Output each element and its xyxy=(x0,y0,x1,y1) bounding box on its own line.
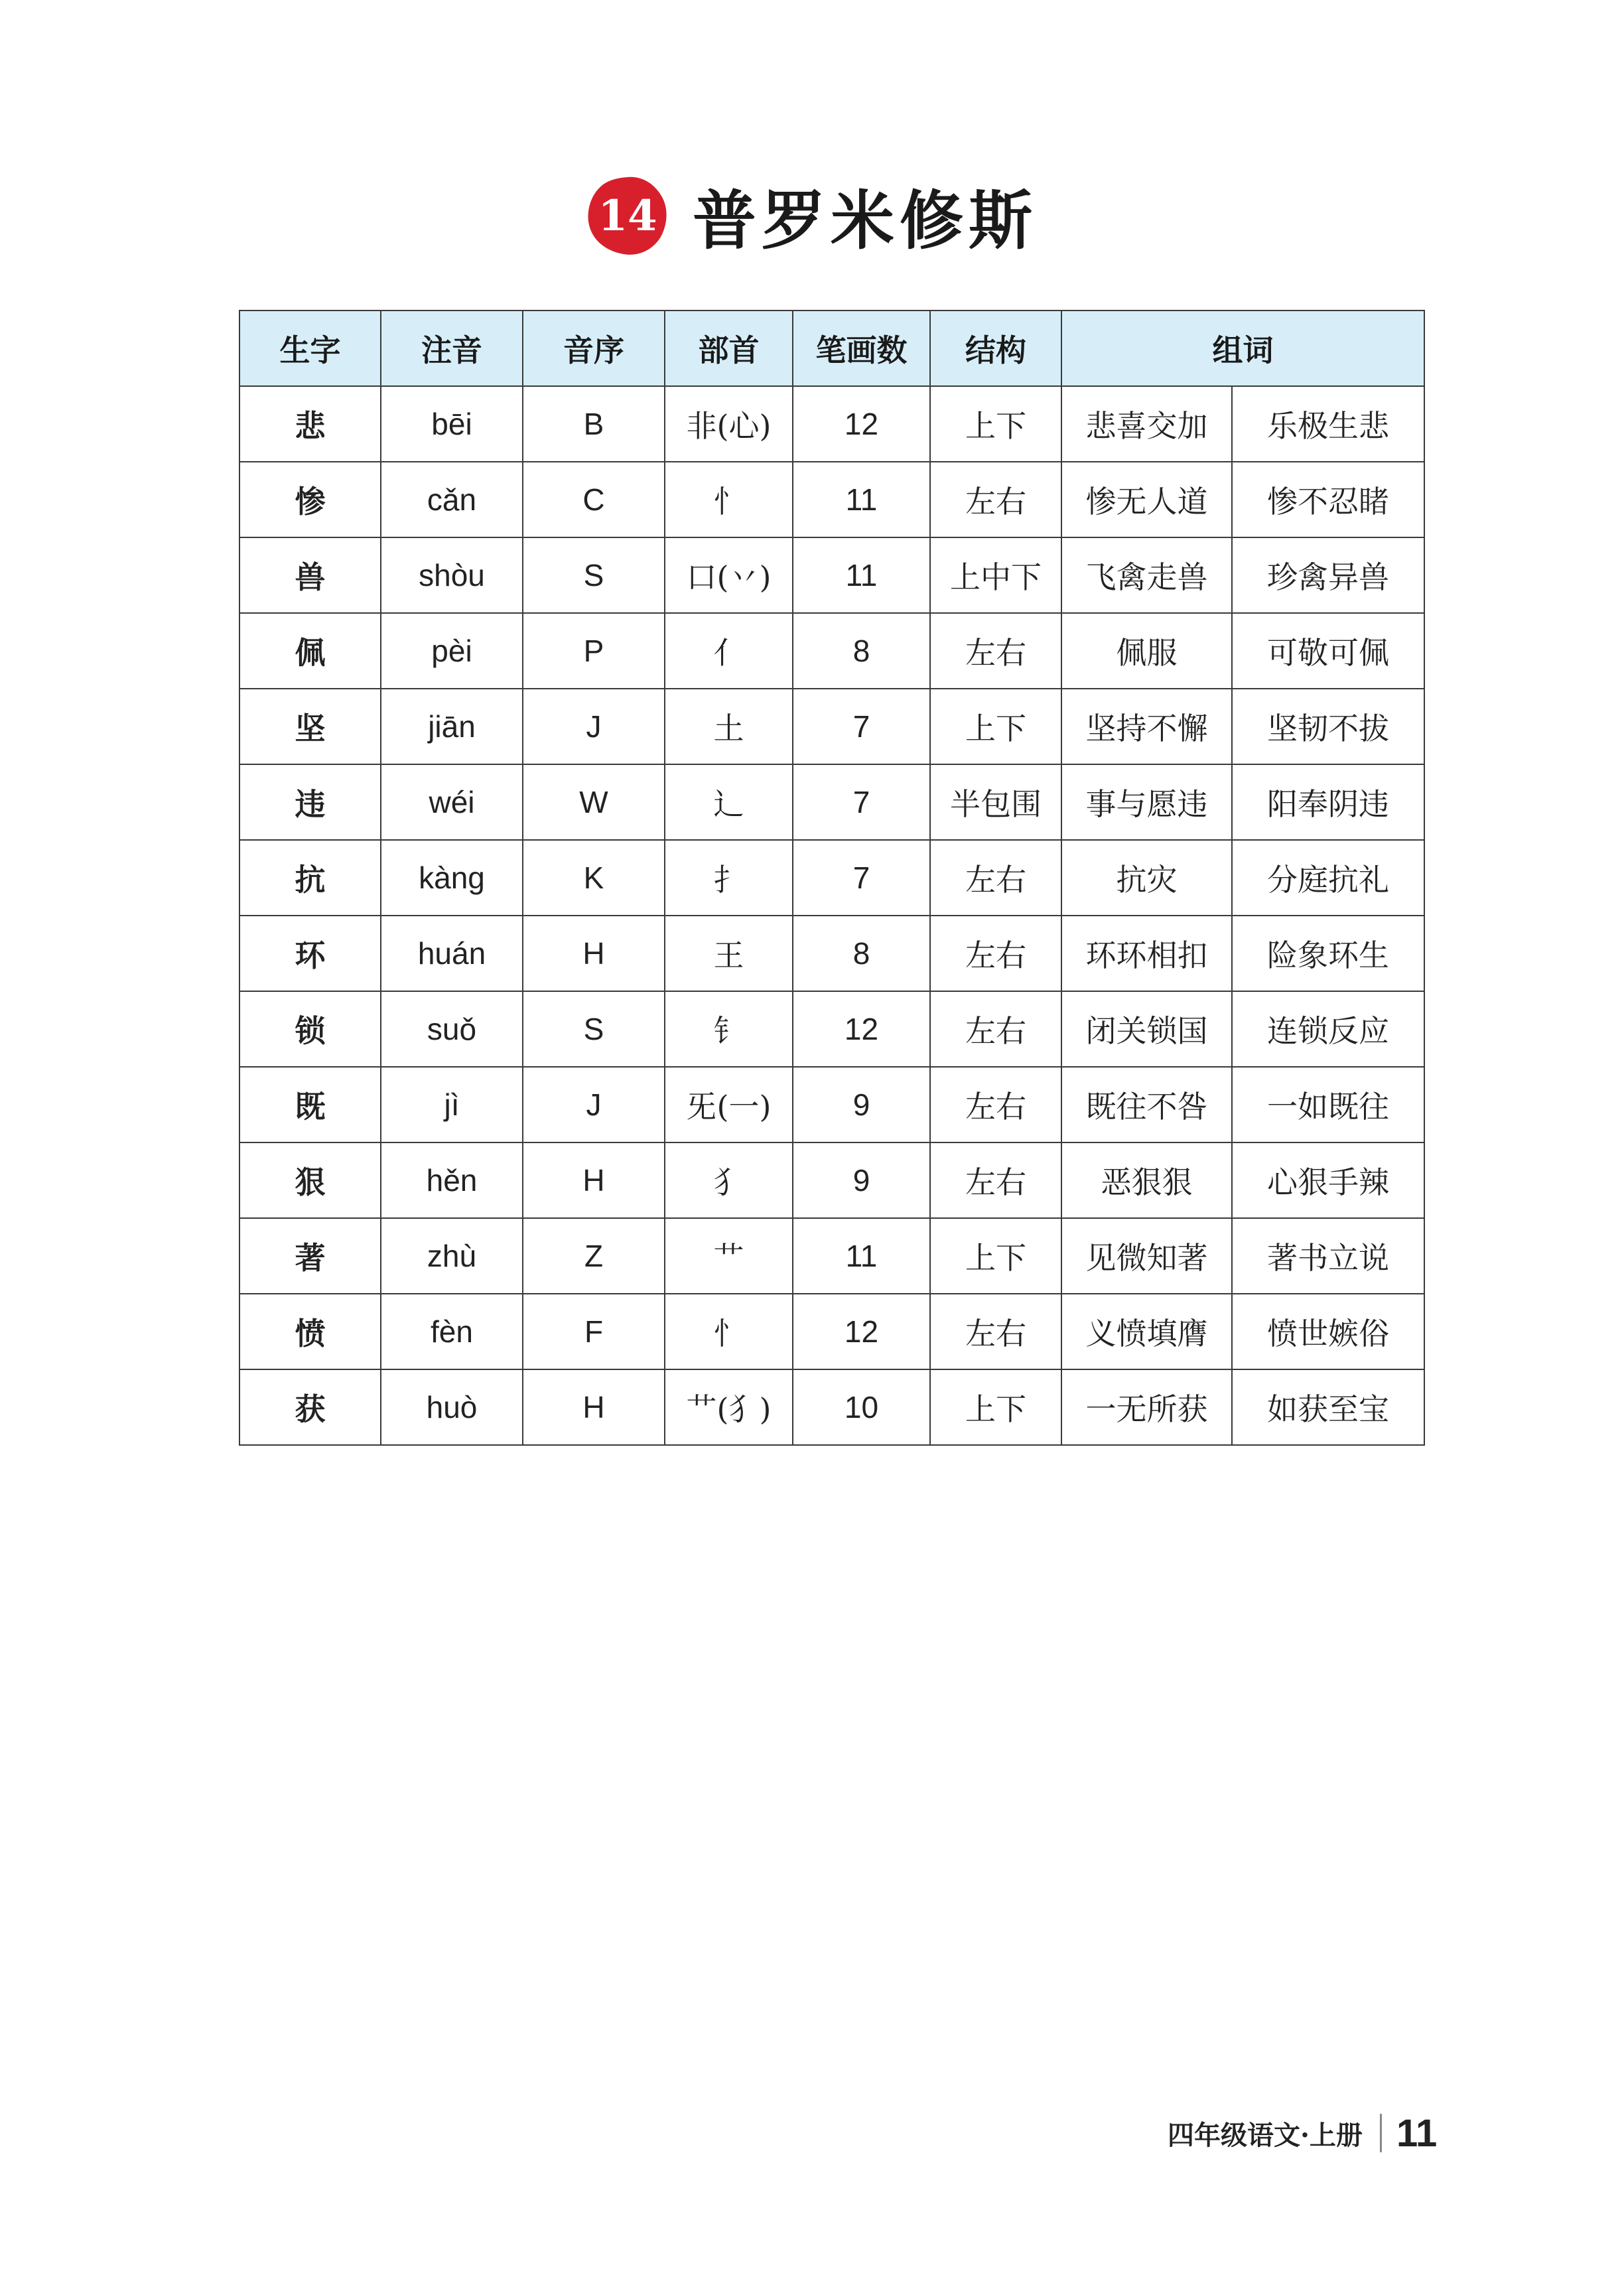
table-row xyxy=(239,1369,1424,1445)
table-body xyxy=(239,386,1424,1445)
cell-pinyin: hěn xyxy=(381,1142,523,1218)
table-row xyxy=(239,1142,1424,1218)
column-header-pinyin: 注音 xyxy=(381,311,523,386)
table-row xyxy=(239,689,1424,764)
character-table xyxy=(239,310,1425,1446)
table-row xyxy=(239,991,1424,1067)
table-header-row xyxy=(239,311,1424,386)
cell-letter: S xyxy=(523,991,665,1067)
cell-pinyin: suǒ xyxy=(381,991,523,1067)
table-row xyxy=(239,613,1424,689)
cell-letter: H xyxy=(523,1142,665,1218)
cell-structure: 左右 xyxy=(930,991,1061,1067)
cell-word1: 惨无人道 xyxy=(1061,462,1232,537)
cell-char: 惨 xyxy=(239,462,381,537)
cell-strokes: 8 xyxy=(793,613,930,689)
cell-pinyin: bēi xyxy=(381,386,523,462)
cell-word2: 珍禽异兽 xyxy=(1232,537,1424,613)
cell-word1: 佩服 xyxy=(1061,613,1232,689)
cell-strokes: 11 xyxy=(793,537,930,613)
table-row xyxy=(239,537,1424,613)
cell-word1: 恶狠狠 xyxy=(1061,1142,1232,1218)
cell-word1: 坚持不懈 xyxy=(1061,689,1232,764)
cell-letter: S xyxy=(523,537,665,613)
lesson-number-badge xyxy=(586,174,669,257)
cell-strokes: 12 xyxy=(793,386,930,462)
cell-structure: 上下 xyxy=(930,1218,1061,1294)
cell-letter: H xyxy=(523,1369,665,1445)
cell-structure: 左右 xyxy=(930,1142,1061,1218)
cell-letter: H xyxy=(523,916,665,991)
cell-strokes: 8 xyxy=(793,916,930,991)
column-header-char: 生字 xyxy=(239,311,381,386)
cell-pinyin: huán xyxy=(381,916,523,991)
lesson-number: 14 xyxy=(598,190,657,241)
cell-char: 狠 xyxy=(239,1142,381,1218)
cell-word2: 连锁反应 xyxy=(1232,991,1424,1067)
column-header-letter: 音序 xyxy=(523,311,665,386)
cell-letter: K xyxy=(523,840,665,916)
page-footer xyxy=(1168,2110,1437,2156)
cell-structure: 左右 xyxy=(930,840,1061,916)
cell-word1: 义愤填膺 xyxy=(1061,1294,1232,1369)
cell-radical: 王 xyxy=(665,916,793,991)
cell-strokes: 7 xyxy=(793,840,930,916)
column-header-words: 组词 xyxy=(1061,311,1424,386)
cell-strokes: 9 xyxy=(793,1067,930,1142)
cell-radical: 口(丷) xyxy=(665,537,793,613)
cell-pinyin: fèn xyxy=(381,1294,523,1369)
lesson-title: 普罗米修斯 xyxy=(693,182,1038,258)
cell-word1: 悲喜交加 xyxy=(1061,386,1232,462)
cell-structure: 左右 xyxy=(930,1067,1061,1142)
cell-word2: 著书立说 xyxy=(1232,1218,1424,1294)
cell-letter: F xyxy=(523,1294,665,1369)
cell-pinyin: zhù xyxy=(381,1218,523,1294)
cell-radical: 旡(一) xyxy=(665,1067,793,1142)
column-header-radical: 部首 xyxy=(665,311,793,386)
cell-char: 既 xyxy=(239,1067,381,1142)
cell-char: 抗 xyxy=(239,840,381,916)
cell-word1: 见微知著 xyxy=(1061,1218,1232,1294)
cell-pinyin: cǎn xyxy=(381,462,523,537)
cell-strokes: 12 xyxy=(793,1294,930,1369)
cell-radical: 忄 xyxy=(665,1294,793,1369)
book-name: 四年级语文·上册 xyxy=(1168,2119,1363,2151)
cell-structure: 上下 xyxy=(930,689,1061,764)
footer-divider xyxy=(1380,2114,1382,2152)
page-number: 11 xyxy=(1396,2111,1438,2155)
cell-word1: 飞禽走兽 xyxy=(1061,537,1232,613)
cell-word2: 险象环生 xyxy=(1232,916,1424,991)
cell-radical: 艹 xyxy=(665,1218,793,1294)
cell-word1: 事与愿违 xyxy=(1061,764,1232,840)
cell-structure: 半包围 xyxy=(930,764,1061,840)
cell-word2: 分庭抗礼 xyxy=(1232,840,1424,916)
cell-strokes: 9 xyxy=(793,1142,930,1218)
cell-word2: 阳奉阴违 xyxy=(1232,764,1424,840)
cell-char: 兽 xyxy=(239,537,381,613)
cell-word2: 乐极生悲 xyxy=(1232,386,1424,462)
cell-radical: 土 xyxy=(665,689,793,764)
cell-word1: 既往不咎 xyxy=(1061,1067,1232,1142)
cell-char: 悲 xyxy=(239,386,381,462)
cell-pinyin: shòu xyxy=(381,537,523,613)
cell-strokes: 11 xyxy=(793,462,930,537)
cell-radical: 犭 xyxy=(665,1142,793,1218)
cell-radical: 亻 xyxy=(665,613,793,689)
lesson-title-bar xyxy=(0,169,1624,262)
cell-strokes: 7 xyxy=(793,689,930,764)
cell-word1: 闭关锁国 xyxy=(1061,991,1232,1067)
cell-pinyin: wéi xyxy=(381,764,523,840)
cell-word2: 如获至宝 xyxy=(1232,1369,1424,1445)
cell-structure: 上下 xyxy=(930,1369,1061,1445)
table-row xyxy=(239,1294,1424,1369)
cell-radical: 非(心) xyxy=(665,386,793,462)
cell-pinyin: jiān xyxy=(381,689,523,764)
table-row xyxy=(239,764,1424,840)
cell-strokes: 10 xyxy=(793,1369,930,1445)
cell-word2: 可敬可佩 xyxy=(1232,613,1424,689)
table-row xyxy=(239,462,1424,537)
cell-strokes: 12 xyxy=(793,991,930,1067)
cell-letter: B xyxy=(523,386,665,462)
cell-word1: 抗灾 xyxy=(1061,840,1232,916)
cell-letter: P xyxy=(523,613,665,689)
cell-structure: 上下 xyxy=(930,386,1061,462)
cell-radical: 辶 xyxy=(665,764,793,840)
cell-letter: W xyxy=(523,764,665,840)
cell-word2: 惨不忍睹 xyxy=(1232,462,1424,537)
cell-word2: 坚韧不拔 xyxy=(1232,689,1424,764)
cell-pinyin: pèi xyxy=(381,613,523,689)
cell-structure: 左右 xyxy=(930,916,1061,991)
cell-word1: 一无所获 xyxy=(1061,1369,1232,1445)
cell-word1: 环环相扣 xyxy=(1061,916,1232,991)
cell-letter: J xyxy=(523,1067,665,1142)
cell-pinyin: huò xyxy=(381,1369,523,1445)
cell-char: 违 xyxy=(239,764,381,840)
table-row xyxy=(239,916,1424,991)
cell-char: 环 xyxy=(239,916,381,991)
column-header-strokes: 笔画数 xyxy=(793,311,930,386)
cell-char: 锁 xyxy=(239,991,381,1067)
cell-strokes: 7 xyxy=(793,764,930,840)
cell-char: 获 xyxy=(239,1369,381,1445)
cell-radical: 艹(犭) xyxy=(665,1369,793,1445)
cell-structure: 左右 xyxy=(930,613,1061,689)
cell-radical: 忄 xyxy=(665,462,793,537)
table-row xyxy=(239,386,1424,462)
cell-structure: 上中下 xyxy=(930,537,1061,613)
cell-char: 著 xyxy=(239,1218,381,1294)
cell-radical: 扌 xyxy=(665,840,793,916)
cell-word2: 心狠手辣 xyxy=(1232,1142,1424,1218)
cell-letter: J xyxy=(523,689,665,764)
table-row xyxy=(239,1067,1424,1142)
cell-letter: C xyxy=(523,462,665,537)
cell-radical: 钅 xyxy=(665,991,793,1067)
cell-structure: 左右 xyxy=(930,462,1061,537)
cell-word2: 愤世嫉俗 xyxy=(1232,1294,1424,1369)
cell-char: 佩 xyxy=(239,613,381,689)
table-row xyxy=(239,840,1424,916)
cell-structure: 左右 xyxy=(930,1294,1061,1369)
cell-letter: Z xyxy=(523,1218,665,1294)
cell-pinyin: jì xyxy=(381,1067,523,1142)
table-row xyxy=(239,1218,1424,1294)
cell-char: 坚 xyxy=(239,689,381,764)
cell-pinyin: kàng xyxy=(381,840,523,916)
cell-char: 愤 xyxy=(239,1294,381,1369)
column-header-structure: 结构 xyxy=(930,311,1061,386)
cell-strokes: 11 xyxy=(793,1218,930,1294)
cell-word2: 一如既往 xyxy=(1232,1067,1424,1142)
